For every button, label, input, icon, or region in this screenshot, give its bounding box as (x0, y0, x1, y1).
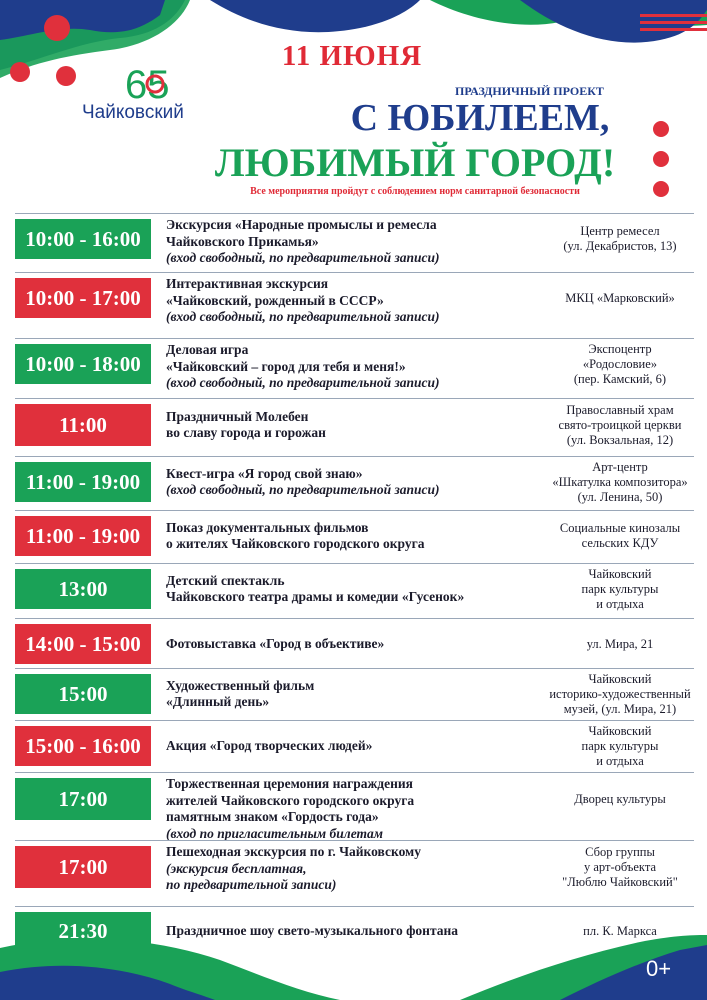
event-location-line: парк культуры (581, 739, 659, 753)
event-location-line: МКЦ «Марковский» (565, 290, 675, 305)
event-location-line: Чайковский (588, 567, 652, 581)
event-note-line: (вход свободный, по предварительной записи) (166, 482, 440, 497)
event-location-line: свято-троицкой церкви (558, 417, 682, 432)
event-row (0, 618, 707, 672)
event-location-line: парк культуры (581, 582, 659, 596)
event-location (540, 637, 700, 652)
event-note-line: по предварительной записи) (166, 877, 337, 892)
event-location-line: (ул. Вокзальная, 12) (566, 432, 674, 447)
event-title-line: во славу города и горожан (166, 425, 326, 440)
sanitary-notice: Все мероприятия пройдут с соблюдением норм санитарной безопасности (250, 186, 580, 197)
time-badge: 15:00 - 16:00 (15, 726, 151, 766)
event-description (166, 738, 544, 755)
logo-number: 65 (125, 63, 170, 107)
event-title-line: памятным знаком «Гордость года» (166, 809, 379, 824)
event-description (166, 342, 544, 392)
event-title-line: Чайковского театра драмы и комедии «Гусенок» (166, 589, 465, 604)
red-dot (653, 121, 669, 137)
event-description (166, 636, 544, 653)
event-location (540, 672, 700, 717)
event-row (0, 213, 707, 267)
event-row (0, 272, 707, 326)
event-row (0, 456, 707, 510)
event-row (0, 338, 707, 392)
event-location (540, 224, 700, 254)
project-label: ПРАЗДНИЧНЫЙ ПРОЕКТ (455, 84, 604, 98)
row-divider (15, 272, 694, 273)
time-badge: 21:30 (15, 912, 151, 950)
event-location (540, 291, 700, 306)
event-title-line: Торжественная церемония награждения (166, 776, 413, 791)
event-title-line: Квест-игра «Я город свой знаю» (166, 465, 363, 481)
time-badge: 17:00 (15, 846, 151, 888)
time-badge: 10:00 - 17:00 (15, 278, 151, 318)
row-divider (15, 563, 694, 564)
event-row (0, 720, 707, 774)
row-divider (15, 456, 694, 457)
event-title-line: жителей Чайковского городского округа (166, 792, 415, 808)
event-title-line: Детский спектакль (166, 572, 285, 588)
event-title-line: «Длинный день» (166, 694, 270, 709)
event-title-line: «Чайковский, рожденный в СССР» (166, 292, 384, 308)
event-title-line: Праздничное шоу свето-музыкального фонтана (166, 922, 459, 938)
row-divider (15, 338, 694, 339)
red-dot (44, 15, 70, 41)
red-dot (653, 181, 669, 197)
time-badge: 11:00 (15, 404, 151, 446)
event-title-line: Показ документальных фильмов (166, 519, 369, 535)
event-note-line: (вход по пригласительным билетам (166, 825, 384, 841)
row-divider (15, 906, 694, 907)
event-note-line: (экскурсия бесплатная, (166, 860, 307, 876)
event-location (540, 460, 700, 505)
event-description (166, 844, 544, 894)
red-dot (10, 62, 30, 82)
event-title-line: Художественный фильм (166, 677, 315, 693)
event-location-line: Экспоцентр (588, 342, 652, 356)
row-divider (15, 398, 694, 399)
event-location-line: ул. Мира, 21 (586, 636, 654, 651)
row-divider (15, 618, 694, 619)
title-line-1: С ЮБИЛЕЕМ, (350, 97, 610, 139)
event-title-line: «Чайковский – город для тебя и меня!» (166, 358, 406, 374)
event-description (166, 276, 544, 326)
logo-text: Чайковский (82, 102, 184, 123)
event-location-line: «Родословие» (582, 357, 658, 371)
event-title-line: Деловая игра (166, 342, 249, 357)
event-row (0, 840, 707, 894)
event-location-line: «Шкатулка композитора» (552, 475, 688, 489)
event-location-line: Православный храм (566, 402, 674, 417)
event-location-line: (пер. Камский, 6) (573, 372, 667, 386)
event-location (540, 521, 700, 551)
event-location-line: Дворец культуры (574, 791, 666, 806)
event-location (540, 924, 700, 939)
event-location-line: и отдыха (596, 597, 644, 611)
time-badge: 13:00 (15, 569, 151, 609)
event-note-line: (вход свободный, по предварительной записи) (166, 250, 440, 265)
event-description (166, 466, 544, 499)
top-middle-blue-wave (210, 0, 420, 32)
event-description (166, 678, 544, 711)
event-title-line: Экскурсия «Народные промыслы и ремесла (166, 217, 437, 232)
event-description (166, 573, 544, 606)
event-row (0, 906, 707, 960)
age-rating: 0+ (646, 956, 672, 981)
event-row (0, 398, 707, 452)
event-location (540, 792, 700, 807)
event-description (166, 776, 544, 842)
event-location (540, 342, 700, 387)
event-title-line: Интерактивная экскурсия (166, 276, 329, 291)
event-title-line: Пешеходная экскурсия по г. Чайковскому (166, 844, 422, 859)
event-location (540, 403, 700, 448)
event-description (166, 520, 544, 553)
title-line-2: ЛЮБИМЫЙ ГОРОД! (214, 140, 616, 185)
event-location (540, 845, 700, 890)
event-title-line: Фотовыставка «Город в объективе» (166, 635, 385, 651)
time-badge: 10:00 - 16:00 (15, 219, 151, 259)
row-divider (15, 510, 694, 511)
event-row (0, 772, 707, 841)
row-divider (15, 720, 694, 721)
event-location-line: и отдыха (596, 754, 644, 768)
row-divider (15, 840, 694, 841)
event-note-line: (вход свободный, по предварительной записи) (166, 375, 440, 390)
event-location-line: (ул. Ленина, 50) (577, 490, 663, 504)
event-description (166, 923, 544, 940)
event-location-line: (ул. Декабристов, 13) (563, 239, 677, 253)
event-location-line: Социальные кинозалы (559, 521, 681, 535)
event-location-line: музей, (ул. Мира, 21) (563, 702, 677, 716)
event-row (0, 510, 707, 564)
event-location-line: Чайковский (588, 724, 652, 738)
event-location-line: Сбор группы (585, 844, 655, 859)
event-location-line: пл. К. Маркса (583, 923, 657, 938)
event-title-line: о жителях Чайковского городского округа (166, 536, 425, 551)
event-title-line: Чайковского Прикамья» (166, 233, 319, 249)
event-title-line: Праздничный Молебен (166, 408, 309, 424)
event-location-line: у арт-объекта (583, 859, 656, 874)
time-badge: 15:00 (15, 674, 151, 714)
event-location-line: "Люблю Чайковский" (562, 874, 678, 889)
time-badge: 14:00 - 15:00 (15, 624, 151, 664)
event-location-line: Чайковский (588, 672, 652, 686)
row-divider (15, 668, 694, 669)
event-date: 11 ИЮНЯ (281, 40, 423, 72)
event-title-line: Акция «Город творческих людей» (166, 737, 373, 753)
row-divider (15, 213, 694, 214)
row-divider (15, 772, 694, 773)
event-location-line: Центр ремесел (580, 224, 660, 238)
time-badge: 10:00 - 18:00 (15, 344, 151, 384)
event-location-line: Арт-центр (592, 460, 648, 474)
event-location (540, 567, 700, 612)
event-note-line: (вход свободный, по предварительной записи) (166, 309, 440, 324)
event-location (540, 724, 700, 769)
event-row (0, 563, 707, 617)
event-location-line: сельских КДУ (581, 536, 659, 550)
time-badge: 11:00 - 19:00 (15, 516, 151, 556)
event-location-line: историко-художественный (549, 687, 691, 701)
red-dot (653, 151, 669, 167)
time-badge: 17:00 (15, 778, 151, 820)
time-badge: 11:00 - 19:00 (15, 462, 151, 502)
red-dot (56, 66, 76, 86)
event-row (0, 668, 707, 722)
event-description (166, 409, 544, 442)
event-description (166, 217, 544, 267)
